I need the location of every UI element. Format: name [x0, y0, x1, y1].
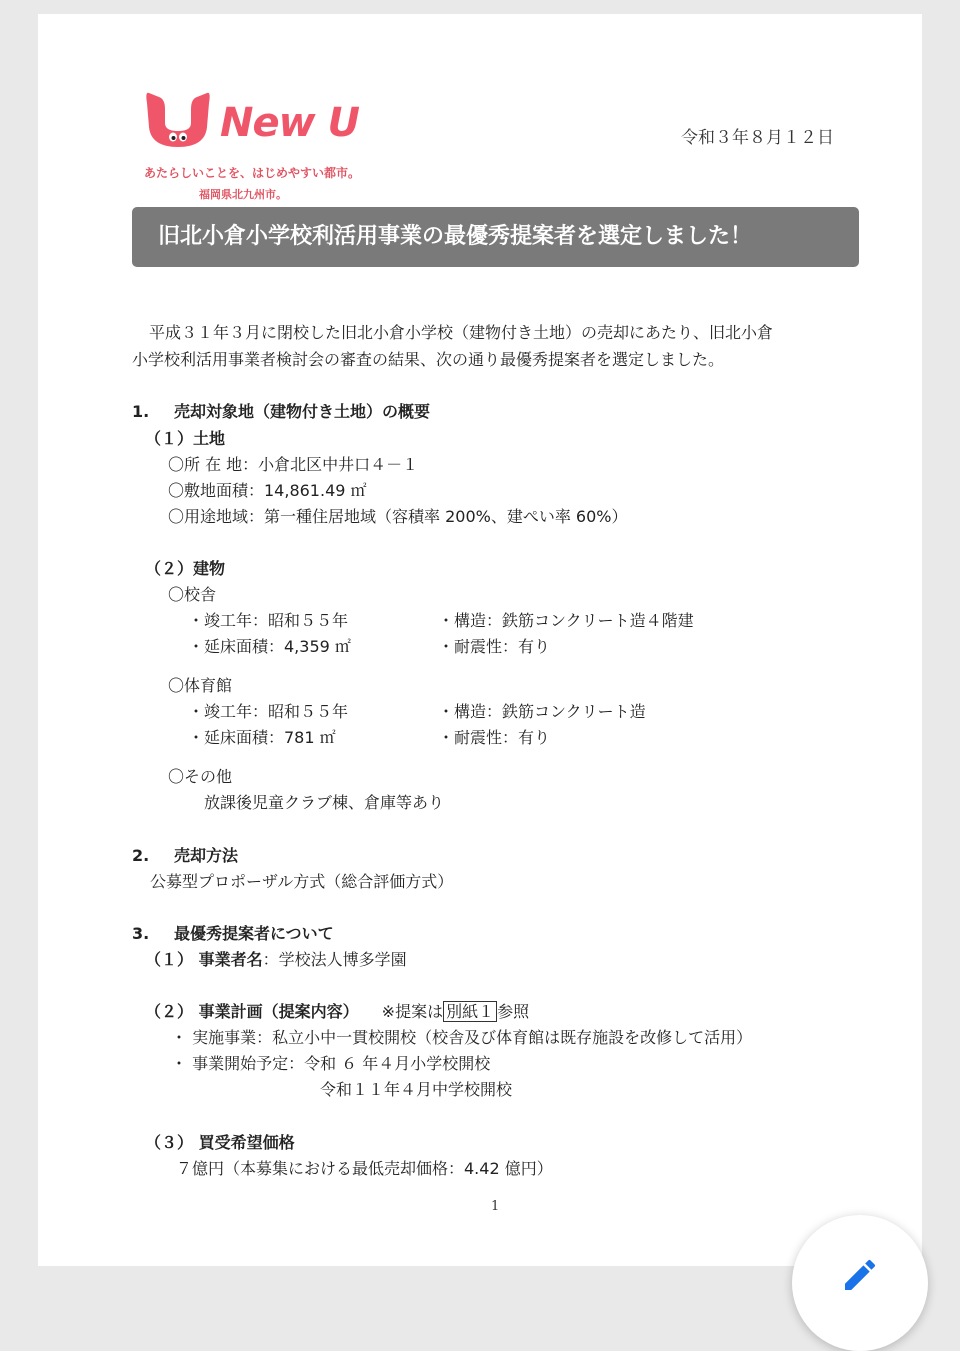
pencil-icon [840, 1255, 880, 1295]
document-date: 令和３年８月１２日 [681, 128, 834, 148]
edit-fab-button[interactable] [792, 1215, 928, 1351]
intro-line-1: 平成３１年３月に閉校した旧北小倉小学校（建物付き土地）の売却にあたり、旧北小倉 [149, 323, 774, 342]
land-location: 〇所 在 地：小倉北区中井口４－１ [168, 455, 419, 474]
gym-floor-area: ・延床面積：781 ㎡ [188, 728, 336, 747]
section-1-number: 1. [132, 402, 150, 421]
school-completed: ・竣工年：昭和５５年 [188, 611, 349, 630]
sale-method: 公募型プロポーザル方式（総合評価方式） [150, 872, 454, 891]
section-3-heading: 最優秀提案者について [174, 924, 334, 943]
gym-label: 〇体育館 [168, 676, 233, 695]
plan-line [145, 1002, 529, 1022]
gym-completed: ・竣工年：昭和５５年 [188, 702, 349, 721]
other-facilities-label: 〇その他 [168, 767, 233, 786]
intro-line-2: 小学校利活用事業者検討会の審査の結果、次の通り最優秀提案者を選定しました。 [132, 350, 725, 369]
land-zoning: 〇用途地域：第一種住居地域（容積率 200%、建ぺい率 60%） [168, 507, 628, 526]
school-floor-area: ・延床面積：4,359 ㎡ [188, 637, 351, 656]
land-heading: （１）土地 [145, 429, 226, 448]
plan-note-prefix: ※提案は [381, 1002, 444, 1021]
section-3-number: 3. [132, 924, 150, 943]
brand-wordmark: New U [220, 100, 359, 146]
gym-structure: ・構造：鉄筋コンクリート造 [438, 702, 646, 721]
school-building-label: 〇校舎 [168, 585, 217, 604]
gym-seismic: ・耐震性：有り [438, 728, 551, 747]
operator-line [145, 950, 407, 970]
section-1-heading: 売却対象地（建物付き土地）の概要 [174, 402, 431, 421]
plan-label: （２） 事業計画（提案内容） [145, 1002, 359, 1021]
section-2-number: 2. [132, 846, 150, 865]
school-seismic: ・耐震性：有り [438, 637, 551, 656]
price-heading: （３） 買受希望価格 [145, 1133, 295, 1152]
land-area: 〇敷地面積：14,861.49 ㎡ [168, 481, 367, 500]
price-text: ７億円（本募集における最低売却価格：4.42 億円） [176, 1159, 553, 1178]
brand-location: 福岡県北九州市。 [199, 188, 287, 201]
plan-bullet-2-cont: 令和１１年４月中学校開校 [320, 1080, 513, 1099]
other-facilities-text: 放課後児童クラブ棟、倉庫等あり [204, 793, 445, 812]
operator-label: （１） 事業者名 [145, 950, 263, 969]
plan-bullet-2: ・ 事業開始予定：令和 ６ 年４月小学校開校 [171, 1054, 491, 1073]
attachment-reference: 別紙１ [443, 1001, 497, 1022]
plan-note-suffix: 参照 [497, 1002, 530, 1021]
section-2-heading: 売却方法 [174, 846, 239, 865]
document-page [38, 14, 922, 1266]
school-structure: ・構造：鉄筋コンクリート造４階建 [438, 611, 694, 630]
operator-value: ：学校法人博多学園 [262, 950, 407, 969]
title-banner: 旧北小倉小学校利活用事業の最優秀提案者を選定しました！ [132, 207, 859, 267]
brand-tagline: あたらしいことを、はじめやすい都市。 [144, 166, 361, 180]
building-heading: （２）建物 [145, 559, 226, 578]
newu-mascot-icon [145, 89, 211, 151]
plan-bullet-1: ・ 実施事業：私立小中一貫校開校（校舎及び体育館は既存施設を改修して活用） [171, 1028, 753, 1047]
page-number: 1 [491, 1199, 500, 1214]
